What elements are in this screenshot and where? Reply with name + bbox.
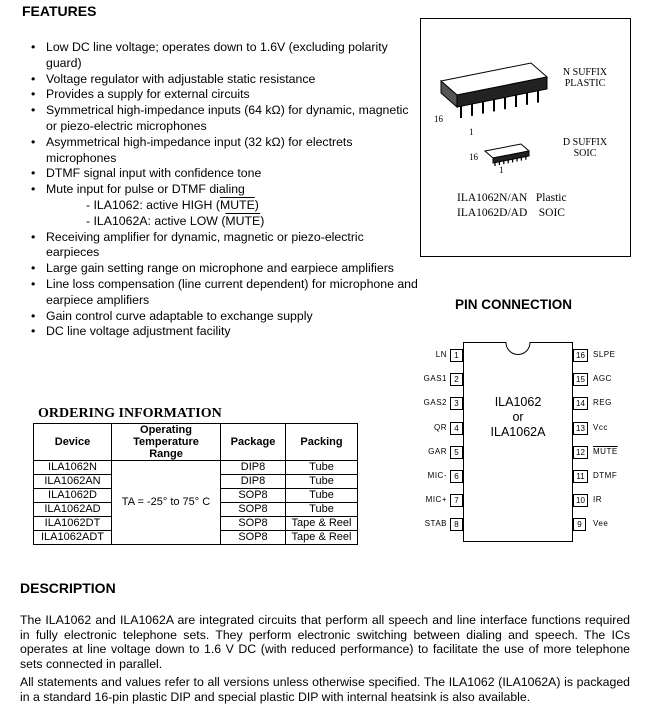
packing-cell: Tape & Reel — [286, 517, 358, 531]
ordering-table — [33, 423, 358, 545]
packing-cell: Tube — [286, 489, 358, 503]
pin-name: REG — [593, 398, 612, 408]
feature-item: • DC line voltage adjustment facility — [28, 324, 418, 340]
package-cell: SOP8 — [221, 489, 286, 503]
pin-number: 2 — [450, 373, 463, 386]
feature-item: • Receiving amplifier for dynamic, magnetic or piezo-electric earpieces — [28, 230, 418, 262]
device-cell: ILA1062N — [34, 461, 112, 475]
pin-number: 16 — [573, 349, 588, 362]
dip-pin16-label: 16 — [434, 114, 443, 124]
feature-item: • Line loss compensation (line current dependent) for microphone and earpiece amplifiers — [28, 277, 418, 309]
n-suffix-label: N SUFFIX PLASTIC — [562, 67, 608, 89]
package-cell: SOP8 — [221, 517, 286, 531]
device-cell: ILA1062ADT — [34, 531, 112, 545]
package-part-list: ILA1062N/AN Plastic ILA1062D/AD SOIC — [457, 192, 567, 219]
description-paragraph-1: The ILA1062 and ILA1062A are integrated circuits that perform all speech and line interface functions required in fully electronic telephone sets. They perform electronic switching between dialing and speech. The ICs operates at line voltage down to 1.6 V DC (with reduced performance) to facilitate the use of more telephone sets connected in parallel. — [20, 613, 630, 671]
pin-number: 4 — [450, 422, 463, 435]
package-cell: DIP8 — [221, 461, 286, 475]
feature-item: • Gain control curve adaptable to exchange supply — [28, 309, 418, 325]
pin-name: GAR — [428, 446, 447, 456]
feature-item: • Voltage regulator with adjustable static resistance — [28, 72, 418, 88]
soic-pin1-label: 1 — [499, 165, 504, 175]
device-cell: ILA1062AD — [34, 503, 112, 517]
feature-item: • Large gain setting range on microphone and earpiece amplifiers — [28, 261, 418, 277]
header-package: Package — [221, 424, 286, 461]
packing-cell: Tube — [286, 475, 358, 489]
feature-item: • Mute input for pulse or DTMF dialing — [28, 182, 418, 198]
pin-number: 3 — [450, 397, 463, 410]
pin-name: MIC+ — [425, 495, 447, 505]
pin-name: GAS1 — [423, 374, 447, 384]
pin-name: Vcc — [593, 422, 608, 432]
feature-item: • Symmetrical high-impedance inputs (64 kΩ) for dynamic, magnetic or piezo-electric microphones — [28, 103, 418, 135]
pin-number: 12 — [573, 446, 588, 459]
header-packing: Packing — [286, 424, 358, 461]
pin-name: GAS2 — [423, 398, 447, 408]
header-temp: Operating Temperature Range — [112, 424, 221, 461]
pin-number: 8 — [450, 518, 463, 531]
feature-item: • Asymmetrical high-impedance input (32 kΩ) for electrets microphones — [28, 135, 418, 167]
mute-ila1062a-note: - ILA1062A: active LOW (MUTE) — [86, 213, 265, 228]
pin-name: AGC — [593, 374, 612, 384]
dip-pin1-label: 1 — [469, 127, 474, 137]
pin-number: 1 — [450, 349, 463, 362]
pin-number: 6 — [450, 470, 463, 483]
packing-cell: Tube — [286, 461, 358, 475]
description-paragraph-2: All statements and values refer to all versions unless otherwise specified. The ILA1062 (ILA1062A) is packaged in a standard 16-pin plastic DIP and special plastic DIP with internal heatsink is also available. — [20, 675, 630, 704]
dip-package-image — [441, 63, 547, 118]
pin-number: 15 — [573, 373, 588, 386]
pin-number: 11 — [573, 470, 588, 483]
ordering-heading: ORDERING INFORMATION — [38, 406, 222, 421]
pin-name: STAB — [424, 519, 447, 529]
pinout-diagram — [463, 342, 573, 542]
device-cell: ILA1062DT — [34, 517, 112, 531]
features-heading: FEATURES — [22, 3, 97, 19]
pin-name: QR — [434, 422, 447, 432]
pin-name: MIC- — [427, 471, 447, 480]
pin-number: 10 — [573, 494, 588, 507]
temp-range-cell: TA = -25° to 75° C — [112, 461, 221, 545]
feature-item: • Provides a supply for external circuits — [28, 87, 418, 103]
pin-number: 14 — [573, 397, 588, 410]
d-suffix-label: D SUFFIX SOIC — [562, 137, 608, 159]
packing-cell: Tape & Reel — [286, 531, 358, 545]
chip-label: ILA1062 or ILA1062A — [490, 395, 546, 439]
soic-pin16-label: 16 — [469, 152, 478, 162]
pin-connection-heading: PIN CONNECTION — [455, 297, 573, 312]
pin-name: IR — [593, 495, 602, 505]
pin-name: LN — [435, 350, 447, 359]
package-cell: SOP8 — [221, 531, 286, 545]
description-heading: DESCRIPTION — [20, 580, 116, 596]
package-cell: DIP8 — [221, 475, 286, 489]
chip-outline — [463, 342, 573, 542]
pin-number: 7 — [450, 494, 463, 507]
packing-cell: Tube — [286, 503, 358, 517]
header-device: Device — [34, 424, 112, 461]
pin-number: 9 — [573, 518, 586, 531]
table-header-row — [34, 424, 358, 461]
pin-name: DTMF — [593, 471, 618, 480]
mute-ila1062-note: - ILA1062: active HIGH (MUTE) — [86, 197, 259, 212]
features-list — [28, 40, 418, 340]
pin-number: 5 — [450, 446, 463, 459]
package-box — [420, 18, 631, 257]
description-body — [20, 613, 630, 708]
pin-name: Vee — [593, 519, 609, 529]
soic-package-image — [485, 144, 529, 166]
device-cell: ILA1062D — [34, 489, 112, 503]
feature-item: • Low DC line voltage; operates down to 1.6V (excluding polarity guard) — [28, 40, 418, 72]
pin-number: 13 — [573, 422, 588, 435]
pin-name: MUTE — [593, 446, 618, 456]
device-cell: ILA1062AN — [34, 475, 112, 489]
table-row — [34, 461, 358, 475]
pin-name: SLPE — [593, 350, 616, 359]
package-cell: SOP8 — [221, 503, 286, 517]
feature-item: • DTMF signal input with confidence tone — [28, 166, 418, 182]
